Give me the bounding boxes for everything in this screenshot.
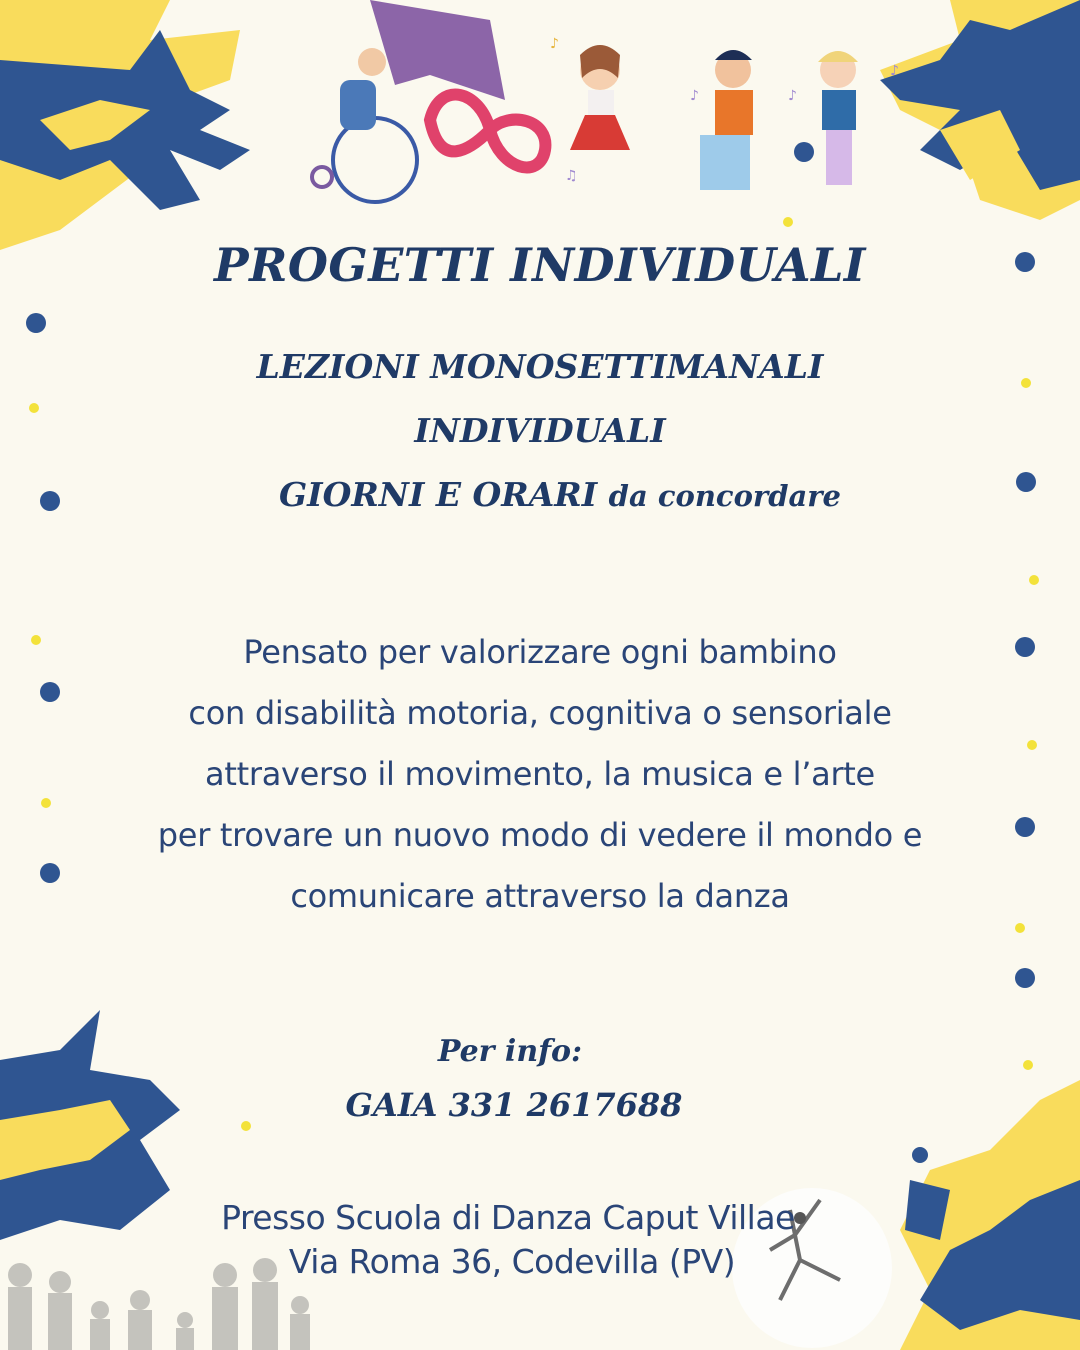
hands-top-left-icon [0,0,250,250]
info-contact: GAIA 331 2617688 [345,1086,683,1124]
page-title: PROGETTI INDIVIDUALI [214,238,866,292]
description-line: attraverso il movimento, la musica e l’arte [205,755,875,793]
svg-text:♪: ♪ [890,63,899,79]
subtitle-line-3 [20,475,1080,514]
address-line-2: Via Roma 36, Codevilla (PV) [288,1242,736,1281]
svg-text:♪: ♪ [788,88,797,104]
description [0,622,1080,927]
description-line: Pensato per valorizzare ogni bambino [243,633,837,671]
schedule-note: da concordare [608,479,841,513]
subtitle-line-1: LEZIONI MONOSETTIMANALI [256,347,824,386]
description-line: comunicare attraverso la danza [290,877,790,915]
info-label: Per info: [437,1034,583,1069]
svg-text:♪: ♪ [690,88,699,104]
dancing-children-illustration [312,0,899,202]
hands-top-right-icon [880,0,1080,220]
svg-text:♫: ♫ [565,168,578,184]
schedule-label: GIORNI E ORARI [279,475,598,514]
svg-text:♪: ♪ [550,36,559,52]
description-line: per trovare un nuovo modo di vedere il mondo e [157,816,923,854]
subtitle-line-2: INDIVIDUALI [414,411,666,450]
description-line: con disabilità motoria, cognitiva o sensoriale [188,694,892,732]
address-line-1: Presso Scuola di Danza Caput Villae [221,1198,795,1237]
